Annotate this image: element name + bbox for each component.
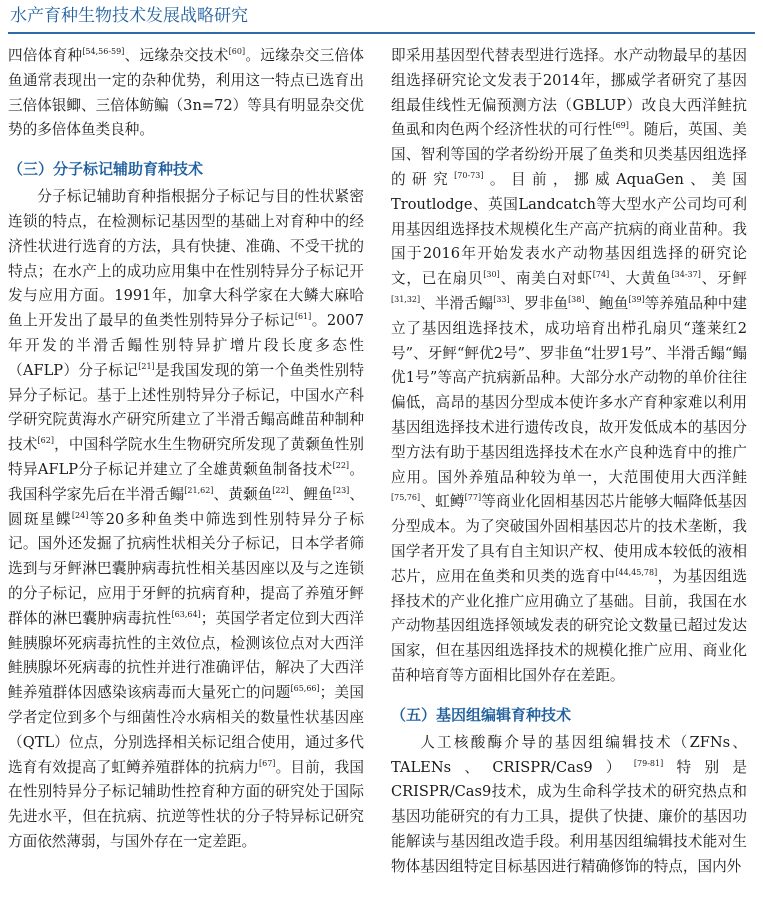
citation-marker: [69] [612,121,629,131]
right-column [391,44,747,880]
citation-marker: [22] [272,485,289,495]
citation-marker: [24] [71,510,89,520]
citation-marker: [44,45,78] [615,567,658,577]
left-column [8,44,364,855]
citation-marker: [75,76] [391,493,421,503]
citation-marker: [21] [138,361,155,371]
section-heading-genome-editing: （五）基因组编辑育种技术 [391,705,572,724]
paragraph-genome-editing: 人工核酸酶介导的基因组编辑技术（ZFNs、TALENs、CRISPR/Cas9）[79-81]特别是CRISPR/Cas9技术，成为生命科学技术的研究热点和基因功能研究的有力工具，提供了快捷、廉价的基因功能解读与基因组改造手段。利用基因组编辑技术能对生物体基因组特定目标基因进行精确修饰的特点，国内外 [391,733,747,875]
citation-marker: [38] [568,295,585,305]
citation-marker: [22] [332,461,350,471]
citation-marker: [60] [228,47,246,57]
citation-marker: [62] [37,436,54,446]
citation-marker: [67] [258,758,276,768]
running-header [8,0,755,34]
citation-marker: [31,32] [391,295,421,305]
citation-marker: [79-81] [633,758,664,768]
citation-marker: [33] [493,295,510,305]
header-rule [8,32,755,34]
citation-marker: [74] [592,270,610,280]
citation-marker: [23] [332,485,350,495]
citation-marker: [30] [483,270,500,280]
citation-marker: [63,64] [171,609,201,619]
paragraph-molecular-marker: 分子标记辅助育种指根据分子标记与目的性状紧密连锁的特点，在检测标记基因型的基础上对育种中的经济性状进行选育的方法，具有快捷、准确、不受干扰的特点；在水产上的成功应用集中在性别特异分子标记开发与应用方面。1991年，加拿大科学家在大鳞大麻哈鱼上开发出了最早的鱼类性别特异分子标记[61]。2007年开发的半滑舌鳎性别特异扩增片段长度多态性（AFLP）分子标记[21]是我国发现的第一个鱼类性别特异分子标记。基于上述性别特异分子标记，中国水产科学研究院黄海水产研究所建立了半滑舌鳎高雌苗种制种技术[62]，中国科学院水生生物研究所发现了黄颡鱼性别特异AFLP分子标记并建立了全雄黄颡鱼制备技术[22]。我国科学家先后在半滑舌鳎[21,62]、黄颡鱼[22]、鲤鱼[23]、圆斑星鲽[24]等20多种鱼类中筛选到性别特异分子标记。国外还发掘了抗病性状相关分子标记，日本学者筛选到与牙鲆淋巴囊肿病毒抗性相关基因座以及与之连锁的分子标记，应用于牙鲆的抗病育种，提高了养殖牙鲆群体的淋巴囊肿病毒抗性[63,64]；英国学者定位到大西洋鲑胰腺坏死病毒抗性的主效位点，检测该位点对大西洋鲑胰腺坏死病毒的抗性并进行准确评估，解决了大西洋鲑养殖群体因感染该病毒而大量死亡的问题[65,66]；美国学者定位到多个与细菌性冷水病相关的数量性状基因座（QTL）位点，分别选择相关标记组合使用，通过多代选育有效提高了虹鳟养殖群体的抗病力[67]。目前，我国在性别特异分子标记辅助性控育种方面的研究处于国际先进水平，但在抗病、抗逆等性状的分子特异标记研究方面依然薄弱，与国外存在一定差距。 [8,188,364,850]
citation-marker: [70-73] [454,171,484,181]
citation-marker: [39] [628,295,645,305]
citation-marker: [34-37] [671,270,701,280]
citation-marker: [54,56-59] [82,47,125,57]
citation-marker: [61] [294,312,312,322]
citation-marker: [65,66] [290,684,320,694]
journal-section-title: 水产育种生物技术发展战略研究 [10,6,248,26]
section-heading-molecular-marker: （三）分子标记辅助育种技术 [8,160,204,179]
citation-marker: [21,62] [184,485,214,495]
paragraph-genomic-selection: 即采用基因型代替表型进行选择。水产动物最早的基因组选择研究论文发表于2014年，挪威学者研究了基因组最佳线性无偏预测方法（GBLUP）改良大西洋鲑抗鱼虱和肉色两个经济性状的可行性[69]。随后，英国、美国、智利等国的学者纷纷开展了鱼类和贝类基因组选择的研究[70-73]。目前，挪威AquaGen、美国Troutlodge、英国Landcatch等大型水产公司均可利用基因组选择技术规模化生产高产抗病的商业苗种。我国于2016年开始发表水产动物基因组选择的研究论文，已在扇贝[30]、南美白对虾[74]、大黄鱼[34-37]、牙鲆[31,32]、半滑舌鳎[33]、罗非鱼[38]、鲍鱼[39]等养殖品种中建立了基因组选择技术，成功培育出栉孔扇贝“蓬莱红2号”、牙鲆“鲆优2号”、罗非鱼“壮罗1号”、半滑舌鳎“鳎优1号”等高产抗病新品种。大部分水产动物的单价往往偏低，高昂的基因分型成本使许多水产育种家难以利用基因组选择技术进行遗传改良，故开发低成本的基因分型方法有助于基因组选择技术在水产良种选育中的推广应用。国外养殖品种较为单一，大范围使用大西洋鲑[75,76]、虹鳟[77]等商业化固相基因芯片能够大幅降低基因分型成本。为了突破国外固相基因芯片的技术垄断，我国学者开发了具有自主知识产权、使用成本较低的液相芯片，应用在鱼类和贝类的选育中[44,45,78]，为基因组选择技术的产业化推广应用确立了基础。目前，我国在水产动物基因组选择领域发表的研究论文数量已超过发达国家，但在基因组选择技术的规模化推广应用、商业化苗种培育等方面相比国外存在差距。 [391,47,747,684]
paragraph-polyploid: 四倍体育种[54,56-59]、远缘杂交技术[60]。远缘杂交三倍体鱼通常表现出一定的杂种优势，利用这一特点已选育出三倍体银鲫、三倍体鲂鳊（3n=72）等具有明显杂交优势的多倍体鱼类良种。 [8,47,364,139]
citation-marker: [77] [464,493,482,503]
